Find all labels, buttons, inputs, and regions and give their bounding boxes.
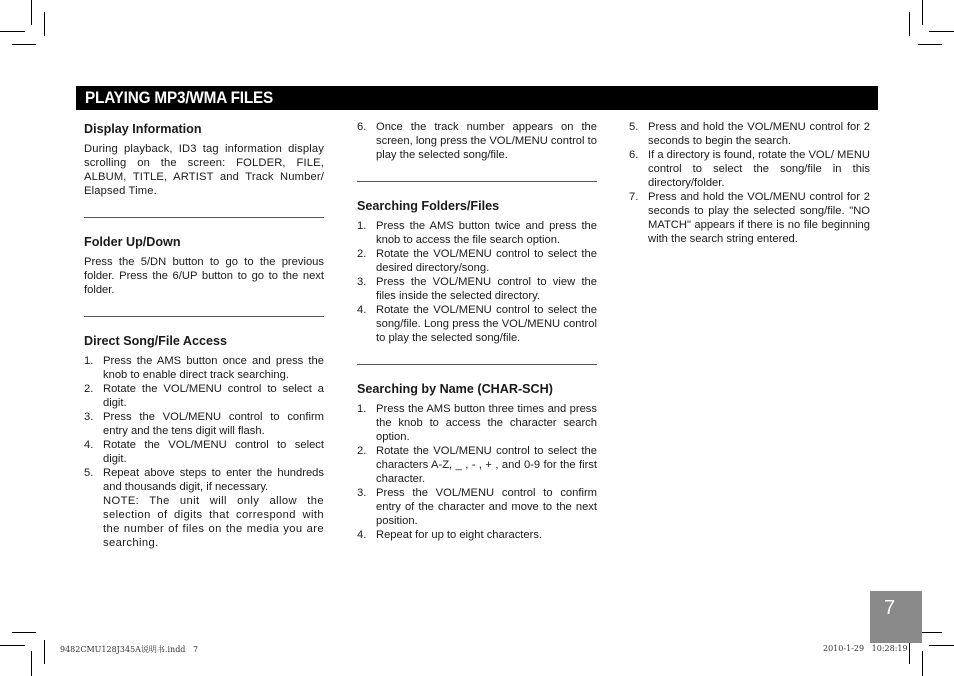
searching-folders-heading: Searching Folders/Files xyxy=(357,199,500,213)
crop-mark xyxy=(929,31,954,32)
direct-access-steps-continued xyxy=(357,120,597,162)
list-item: 4. Repeat for up to eight characters. xyxy=(357,529,543,541)
list-item: 6. If a directory is found, rotate the VOL/ MENU control to select the song/file in this directory/folder. xyxy=(629,149,870,189)
display-information-text: During playback, ID3 tag information display scrolling on the screen: FOLDER, FILE, ALBUM, TITLE, ARTIST and Track Number/ Elapsed Time. xyxy=(84,143,324,197)
column-right xyxy=(629,120,870,246)
column-middle xyxy=(357,120,597,542)
folder-up-down-text: Press the 5/DN button to go to the previous folder. Press the 6/UP button to go to the next folder. xyxy=(84,256,324,296)
list-item: 3. Press the VOL/MENU control to confirm entry and the tens digit will flash. xyxy=(84,411,324,437)
search-by-name-steps xyxy=(357,402,597,542)
print-slug-date: 2010-1-29 10:28:19 xyxy=(823,644,908,653)
list-item: 1. Press the AMS button once and press the knob to enable direct track searching. xyxy=(84,355,324,381)
folder-up-down-heading: Folder Up/Down xyxy=(84,235,181,249)
crop-mark xyxy=(44,12,45,36)
crop-mark xyxy=(909,12,910,36)
page-number-badge xyxy=(870,591,922,643)
crop-mark xyxy=(12,632,36,633)
crop-mark xyxy=(31,651,32,676)
page-number: 7 xyxy=(884,597,896,619)
search-by-name-steps-continued xyxy=(629,120,870,246)
column-left xyxy=(84,121,324,550)
crop-mark xyxy=(922,0,923,25)
list-item: 3. Press the VOL/MENU control to confirm entry of the character and move to the next position. xyxy=(357,487,597,527)
page-title: PLAYING MP3/WMA FILES xyxy=(85,88,274,107)
crop-mark xyxy=(12,44,36,45)
section-divider xyxy=(84,217,324,218)
list-item: 1. Press the AMS button three times and press the knob to access the character search option. xyxy=(357,403,597,443)
direct-access-heading: Direct Song/File Access xyxy=(84,334,228,348)
crop-mark xyxy=(0,645,25,646)
list-item: 4. Rotate the VOL/MENU control to select digit. xyxy=(84,439,324,465)
crop-mark xyxy=(922,651,923,676)
direct-access-steps xyxy=(84,354,324,550)
crop-mark xyxy=(909,640,910,664)
section-divider xyxy=(357,364,597,365)
crop-mark xyxy=(0,31,25,32)
list-item: 5. Repeat above steps to enter the hundreds and thousands digit, if necessary. NOTE: The unit will only allow the selection of digits that correspond with the number of files on the media you are searching. xyxy=(84,467,324,549)
crop-mark xyxy=(929,645,954,646)
crop-mark xyxy=(31,0,32,25)
display-information-heading: Display Information xyxy=(84,122,202,136)
crop-mark xyxy=(44,640,45,664)
note-text: NOTE: The unit will only allow the selection of digits that correspond with the number of files on the media you are searching. xyxy=(103,495,324,549)
list-item: 2. Rotate the VOL/MENU control to select the desired directory/song. xyxy=(357,248,597,274)
crop-mark xyxy=(918,44,942,45)
print-slug-file: 9482CMU128J345A说明书.indd 7 xyxy=(60,645,199,654)
list-item: 7. Press and hold the VOL/MENU control for 2 seconds to play the selected song/file. "NO MATCH" appears if there is no file beginning with the search string entered. xyxy=(629,191,870,245)
list-item: 5. Press and hold the VOL/MENU control for 2 seconds to begin the search. xyxy=(629,121,870,147)
list-item: 2. Rotate the VOL/MENU control to select the characters A-Z, _ , - , + , and 0-9 for the first character. xyxy=(357,445,597,485)
section-divider xyxy=(84,316,324,317)
section-divider xyxy=(357,181,597,182)
list-item: 2. Rotate the VOL/MENU control to select a digit. xyxy=(84,383,324,409)
list-item: 4. Rotate the VOL/MENU control to select the song/file. Long press the VOL/MENU control to play the selected song/file. xyxy=(357,304,597,344)
search-by-name-heading: Searching by Name (CHAR-SCH) xyxy=(357,382,553,396)
list-item: 1. Press the AMS button twice and press the knob to access the file search option. xyxy=(357,220,597,246)
list-item: 6. Once the track number appears on the screen, long press the VOL/MENU control to play the selected song/file. xyxy=(357,121,597,161)
section-title-bar xyxy=(76,86,878,110)
list-item: 3. Press the VOL/MENU control to view the files inside the selected directory. xyxy=(357,276,597,302)
searching-folders-steps xyxy=(357,219,597,345)
